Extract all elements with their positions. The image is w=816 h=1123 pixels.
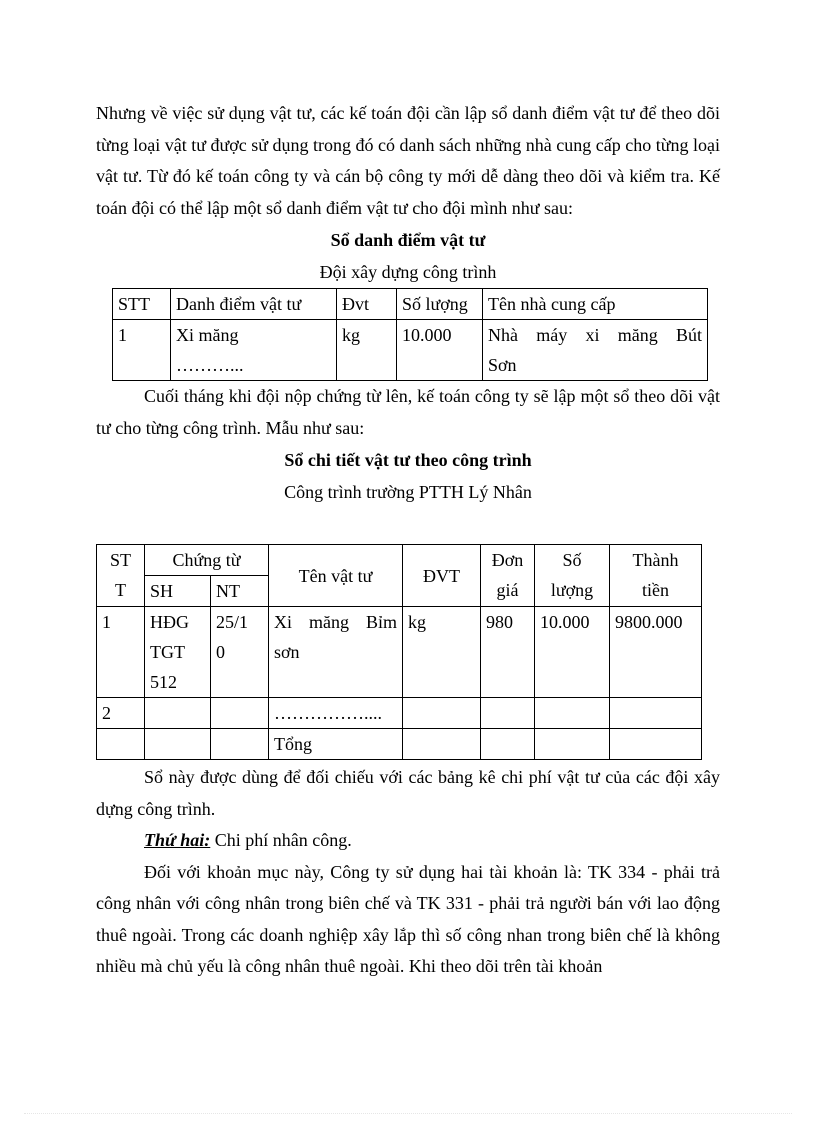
header-stt <box>97 545 145 607</box>
cell-item <box>171 320 337 381</box>
header-qty-line2: lượng <box>550 580 594 600</box>
cell-name <box>269 607 403 698</box>
cell-empty <box>145 698 211 729</box>
page-footer-line <box>24 1113 792 1114</box>
cell-empty <box>535 698 610 729</box>
cell-unit: kg <box>337 320 397 381</box>
cell-empty <box>403 698 481 729</box>
header-price-line2: giá <box>496 580 519 600</box>
table2-title: Sổ chi tiết vật tư theo công trình <box>284 450 532 470</box>
cell-nt-line2: 0 <box>216 642 225 662</box>
paragraph-4: Đối với khoản mục này, Công ty sử dụng hai tài khoản là: TK 334 - phải trả công nhân với công nhân trong biên chế và TK 331 - phải trả người bán với lao động thuê ngoài. Trong các doanh nghiệp xây lắp thì số công nhan trong biên chế là không nhiều mà chủ yếu là công nhân thuê ngoài. Khi theo dõi trên tài khoản <box>96 861 720 976</box>
header-unit: Đvt <box>337 289 397 320</box>
cell-empty <box>211 698 269 729</box>
cell-empty <box>211 729 269 760</box>
table1-subtitle: Đội xây dựng công trình <box>319 262 497 282</box>
table-total-row <box>97 729 702 760</box>
header-qty: Số lượng <box>397 289 483 320</box>
header-price-line1: Đơn <box>491 550 524 570</box>
section-text: Chi phí nhân công. <box>210 830 352 850</box>
cell-empty <box>481 698 535 729</box>
header-sh: SH <box>145 576 211 607</box>
materials-catalog-table <box>112 288 708 381</box>
header-amount-line2: tiền <box>642 580 669 600</box>
cell-unit: kg <box>403 607 481 698</box>
paragraph-3: Sổ này được dùng để đối chiếu với các bảng kê chi phí vật tư của các đội xây dựng công trình. <box>96 767 720 819</box>
cell-empty <box>535 729 610 760</box>
header-price <box>481 545 535 607</box>
table-header-row <box>97 545 702 576</box>
cell-supplier <box>483 320 708 381</box>
header-qty <box>535 545 610 607</box>
cell-empty <box>97 729 145 760</box>
header-stt: STT <box>113 289 171 320</box>
cell-nt <box>211 607 269 698</box>
table-row <box>113 320 708 381</box>
cell-total-label: Tổng <box>269 729 403 760</box>
table-row <box>97 607 702 698</box>
cell-stt: 1 <box>97 607 145 698</box>
cell-supplier-line2: Sơn <box>488 355 517 375</box>
cell-qty: 10.000 <box>535 607 610 698</box>
cell-empty <box>610 698 702 729</box>
cell-sh <box>145 607 211 698</box>
cell-empty <box>481 729 535 760</box>
cell-sh-line3: 512 <box>150 672 177 692</box>
header-nt: NT <box>211 576 269 607</box>
paragraph-2: Cuối tháng khi đội nộp chứng từ lên, kế toán công ty sẽ lập một sổ theo dõi vật tư cho từng công trình. Mẫu như sau: <box>96 386 720 438</box>
cell-empty <box>403 729 481 760</box>
cell-stt: 2 <box>97 698 145 729</box>
cell-name-line1: Xi măng Bỉm <box>274 612 397 632</box>
cell-name-line2: sơn <box>274 642 300 662</box>
table-row <box>97 698 702 729</box>
cell-empty <box>610 729 702 760</box>
cell-sh-line1: HĐG <box>150 612 189 632</box>
header-supplier: Tên nhà cung cấp <box>483 289 708 320</box>
table-header-row <box>113 289 708 320</box>
cell-supplier-line1: Nhà máy xi măng Bút <box>488 325 702 345</box>
table2-subtitle: Công trình trường PTTH Lý Nhân <box>284 482 532 502</box>
header-amount <box>610 545 702 607</box>
cell-qty: 10.000 <box>397 320 483 381</box>
cell-sh-line2: TGT <box>150 642 185 662</box>
table1-title: Sổ danh điểm vật tư <box>330 230 486 250</box>
section-label: Thứ hai: <box>144 830 211 850</box>
header-voucher: Chứng từ <box>145 545 269 576</box>
materials-detail-table <box>96 544 702 760</box>
document-page <box>96 98 720 983</box>
section-heading <box>96 825 720 857</box>
intro-paragraph: Nhưng về việc sử dụng vật tư, các kế toán đội cần lập sổ danh điểm vật tư để theo dõi từng loại vật tư được sử dụng trong đó có danh sách những nhà cung cấp cho từng loại vật tư. Từ đó kế toán công ty và cán bộ công ty mới dễ dàng theo dõi và kiểm tra. Kế toán đội có thể lập một sổ danh điểm vật tư cho đội mình như sau: <box>96 103 720 218</box>
header-item: Danh điểm vật tư <box>171 289 337 320</box>
cell-amount: 9800.000 <box>610 607 702 698</box>
header-qty-line1: Số <box>562 550 582 570</box>
header-stt-line2: T <box>115 580 126 600</box>
cell-nt-line1: 25/1 <box>216 612 249 632</box>
cell-item-name: Xi măng <box>176 325 239 345</box>
cell-name: …………….... <box>269 698 403 729</box>
header-name: Tên vật tư <box>269 545 403 607</box>
cell-price: 980 <box>481 607 535 698</box>
header-unit: ĐVT <box>403 545 481 607</box>
header-amount-line1: Thành <box>632 550 679 570</box>
header-stt-line1: ST <box>109 550 131 570</box>
cell-item-dots: ………... <box>176 355 244 375</box>
cell-empty <box>145 729 211 760</box>
cell-stt: 1 <box>113 320 171 381</box>
